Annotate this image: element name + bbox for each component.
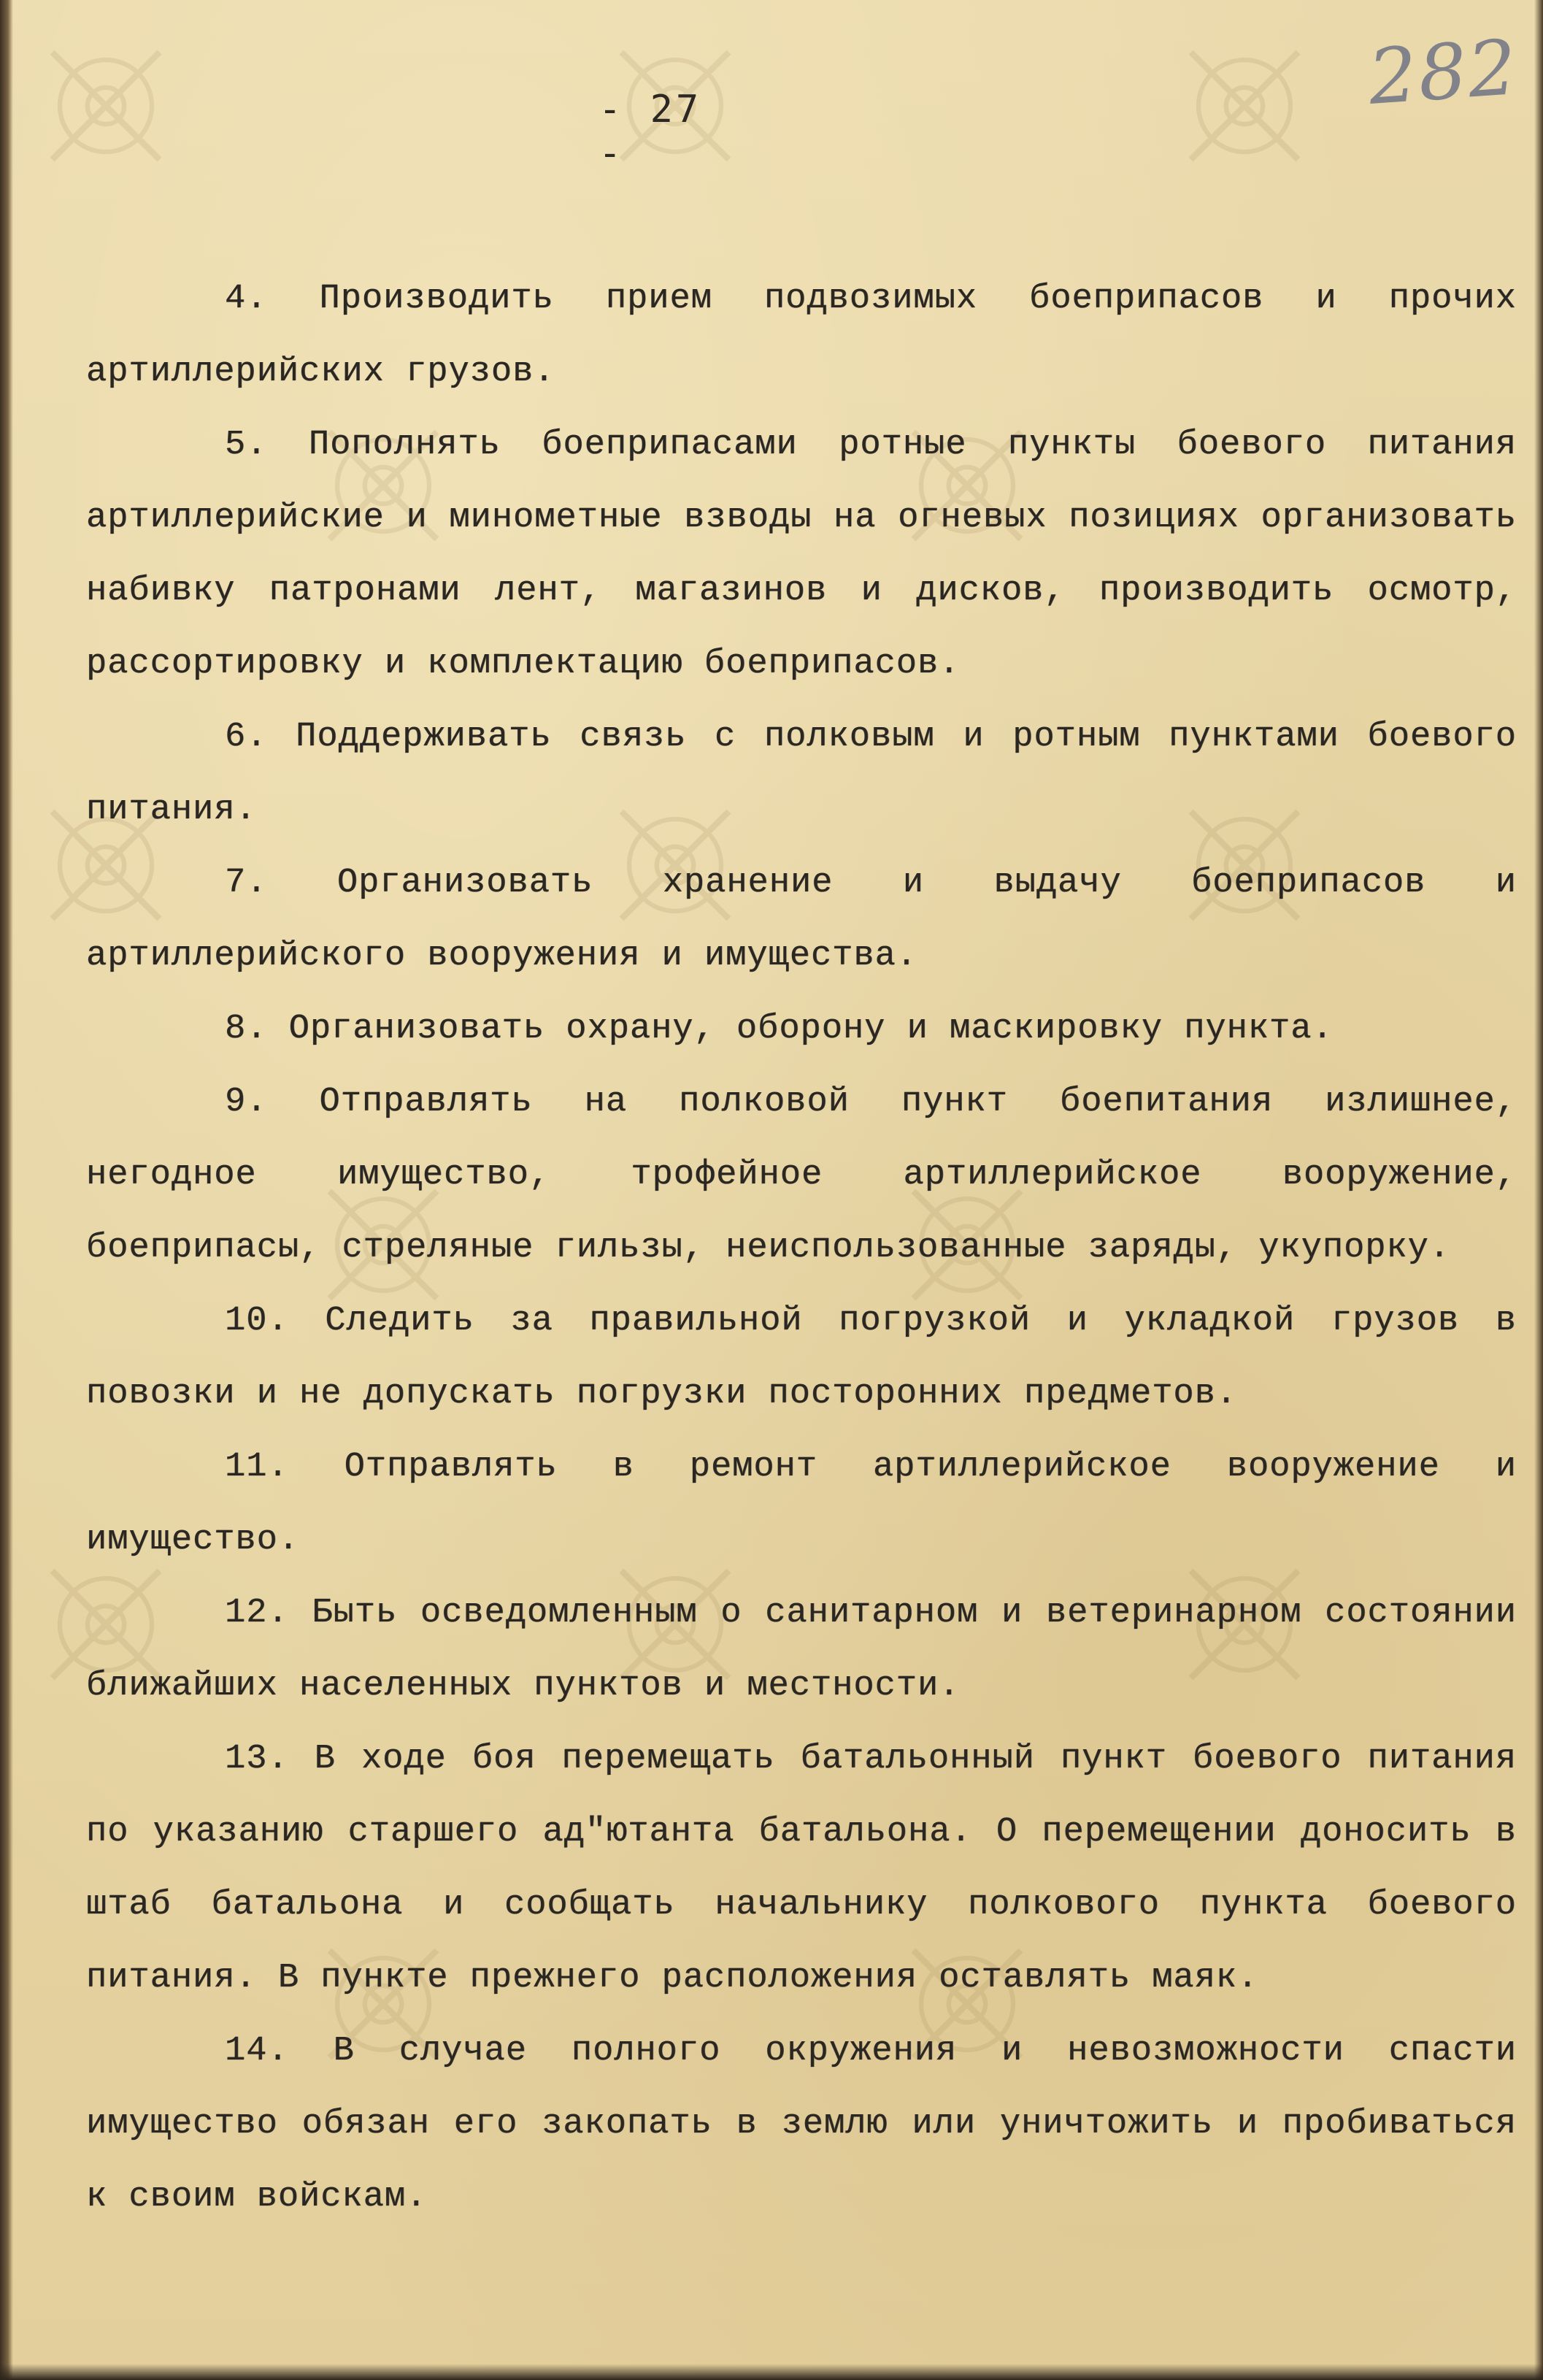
page-right-edge [1534, 0, 1543, 2380]
item-text: Организовать охрану, оборону и маскировку пункта. [288, 1010, 1334, 1048]
item-number: 14. [225, 2032, 289, 2070]
list-item [86, 2015, 1517, 2234]
item-text: Быть осведомленным о санитарном и ветеринарном состоянии ближайших населенных пунктов и местности. [86, 1594, 1517, 1705]
item-number: 9. [225, 1083, 268, 1121]
item-number: 11. [225, 1448, 289, 1486]
list-item [86, 1431, 1517, 1577]
item-text: Поддерживать связь с полковым и ротным пунктами боевого питания. [86, 718, 1517, 829]
page-left-edge [0, 0, 13, 2380]
item-text: Отправлять на полковой пункт боепитания излишнее, негодное имущество, трофейное артиллерийское вооружение, боеприпасы, стреляные гильзы, неиспользованные заряды, укупорку. [86, 1083, 1517, 1267]
item-number: 8. [225, 1010, 268, 1048]
list-item [86, 1285, 1517, 1431]
page-bottom-edge [0, 2364, 1543, 2380]
item-number: 6. [225, 718, 268, 756]
item-text: Организовать хранение и выдачу боеприпасов и артиллерийского вооружения и имущества. [86, 864, 1517, 975]
list-item [86, 993, 1517, 1066]
archive-folio-number: 282 [1365, 23, 1521, 122]
item-number: 7. [225, 864, 268, 902]
item-text: В ходе боя перемещать батальонный пункт боевого питания по указанию старшего ад"ютанта батальона. О перемещении доносить в штаб батальона и сообщать начальнику полкового пункта боевого питания. В пункте прежнего расположения оставлять маяк. [86, 1740, 1517, 1997]
list-item [86, 1066, 1517, 1285]
item-number: 13. [225, 1740, 289, 1778]
item-text: Отправлять в ремонт артиллерийское вооружение и имущество. [86, 1448, 1517, 1559]
item-number: 4. [225, 280, 268, 318]
list-item [86, 701, 1517, 847]
item-text: В случае полного окружения и невозможности спасти имущество обязан его закопать в землю или уничтожить и пробиваться к своим войскам. [86, 2032, 1517, 2216]
item-number: 5. [225, 426, 268, 464]
list-item [86, 1723, 1517, 2015]
list-item [86, 1577, 1517, 1723]
item-text: Следить за правильной погрузкой и укладкой грузов в повозки и не допускать погрузки посторонних предметов. [86, 1302, 1517, 1413]
list-item [86, 847, 1517, 993]
item-number: 10. [225, 1302, 289, 1340]
item-number: 12. [225, 1594, 289, 1632]
emblem-watermark-icon [1168, 29, 1321, 183]
item-text: Производить прием подвозимых боеприпасов и прочих артиллерийских грузов. [86, 280, 1517, 391]
document-body [86, 263, 1517, 2234]
page-number: - 27 - [599, 88, 702, 175]
list-item [86, 263, 1517, 409]
list-item [86, 409, 1517, 701]
emblem-watermark-icon [29, 29, 182, 183]
item-text: Пополнять боеприпасами ротные пункты боевого питания артиллерийские и минометные взводы на огневых позициях организовать набивку патронами лент, магазинов и дисков, производить осмотр, рассортировку и комплектацию боеприпасов. [86, 426, 1517, 683]
